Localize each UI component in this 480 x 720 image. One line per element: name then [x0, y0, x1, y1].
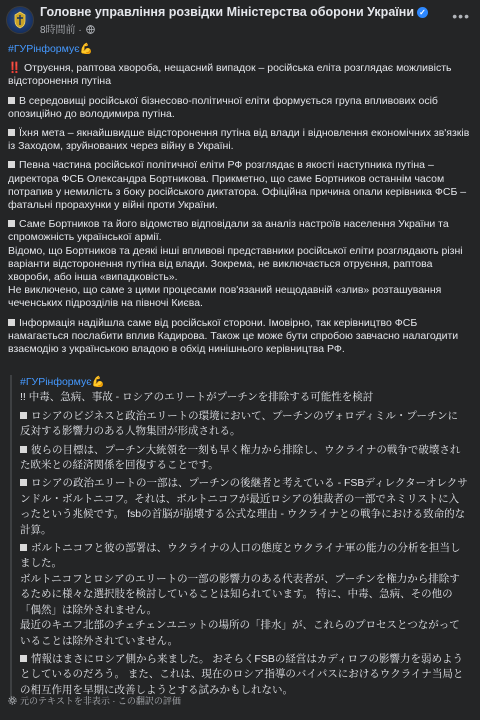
translation-paragraph: [20, 618, 468, 649]
hide-original-text-link[interactable]: 元のテキストを非表示: [20, 696, 110, 706]
flexed-biceps-icon: 💪: [91, 376, 105, 388]
paragraph-text: Інформація надійшла саме від російської сторони. Імовірно, так керівництво ФСБ намагається послабити вплив Кадирова. Також це може бути спробою завчасно налагодити взаємодію з українською владою в обхід нинішнього керівництва РФ.: [8, 316, 459, 356]
square-bullet-icon: [8, 97, 15, 104]
translation-text: ロシアの政治エリートの一部は、プーチンの後継者と考えている - FSBディレクターオレクサンドル・ボルトニコフ。それは、ボルトニコフが最近ロシアの独裁者の一部でネミリストに入ったという兆候です。 fsbの首脳が崩壊する公式な理由 - ウクライナとの戦争における致命的な計算。: [20, 477, 468, 536]
square-bullet-icon: [8, 129, 15, 136]
square-bullet-icon: [20, 655, 27, 662]
square-bullet-icon: [20, 412, 27, 419]
flexed-biceps-icon: 💪: [79, 43, 93, 55]
post-paragraph: [8, 245, 472, 285]
globe-icon: [86, 25, 95, 34]
post-paragraph: [8, 159, 472, 212]
double-exclamation-icon: ‼️: [8, 62, 22, 75]
emblem-icon: [12, 11, 28, 29]
post-header: [0, 0, 480, 40]
hashtag-line: [8, 43, 472, 56]
post-meta: 8時間前 ·: [40, 21, 95, 36]
post-paragraph: [8, 218, 472, 244]
post-paragraph: [8, 127, 472, 153]
translation-text: ロシアのビジネスと政治エリートの環境において、プーチンのヴォロディミル・プーチンに反対する影響力のある人物集団が形成される。: [20, 409, 459, 438]
square-bullet-icon: [8, 319, 15, 326]
translation-headline-text: 中毒、急病、事故 - ロシアのエリートがプーチンを排除する可能性を検討: [25, 391, 374, 404]
post-paragraph: [8, 284, 472, 310]
paragraph-text: Не виключено, що саме з цими процесами пов'язаний нещодавній «злив» розташування чеченських підрозділів на півночі Києва.: [8, 284, 442, 310]
paragraph-text: В середовищі російської бізнесово-політичної еліти формується група впливових осіб опозиційно до володимира путіна.: [8, 94, 438, 120]
headline-text: Отруєння, раптова хвороба, нещасний випадок – російська еліта розглядає можливість відсторонення путіна: [8, 62, 452, 88]
paragraph-text: Їхня мета – якнайшвидше відсторонення путіна від влади і відновлення економічних зв'язків із Заходом, зруйнованих через війну в Україні.: [8, 127, 470, 153]
double-exclamation-icon: !!: [20, 391, 26, 404]
hashtag-link[interactable]: #ГУРінформує: [8, 43, 80, 55]
square-bullet-icon: [8, 161, 15, 168]
translation-paragraph: [20, 409, 468, 440]
post-paragraph: [8, 95, 472, 121]
footer-separator: ·: [109, 696, 118, 706]
more-options-icon[interactable]: •••: [452, 8, 470, 24]
paragraph-text: Саме Бортников та його відомство відповідали за аналіз настроїв населення України та спроможність української армії.: [8, 218, 449, 244]
verified-icon: ✓: [417, 7, 428, 18]
translation-text: 情報はまさにロシア側から来ました。 おそらくFSBの経営はカディロフの影響力を弱めようとしているのだろう。 また、これは、現在のロシア指導のバイパスにおけるウクライナ当局との相互作用を早期に改善しようとする試みかもしれない。: [20, 652, 464, 696]
page-name[interactable]: Головне управління розвідки Міністерства оборони України: [40, 5, 415, 19]
translation-headline: [20, 390, 468, 405]
translation-paragraph: [20, 476, 468, 538]
rate-translation-link[interactable]: この翻訳の評価: [117, 696, 181, 706]
translation-hashtag-line: [20, 375, 468, 390]
square-bullet-icon: [20, 479, 27, 486]
translation-paragraph: [20, 443, 468, 474]
post-headline: [8, 62, 472, 88]
translation-block: [10, 375, 468, 701]
translation-text: 最近のキエフ北部のチェチェンユニットの場所の「排水」が、これらのプロセスとつながっていることは除外されていません。: [20, 619, 460, 647]
post-body: [8, 43, 472, 362]
translation-text: ボルトニコフとロシアのエリートの一部の影響力のある代表者が、プーチンを権力から排除するために様々な選択肢を検討していることは知られています。 特に、中毒、急病、その他の「偶然」は除外されません。: [20, 572, 460, 616]
post-timestamp[interactable]: 8時間前: [40, 25, 76, 36]
paragraph-text: Відомо, що Бортников та деякі інші впливові представники російської еліти розглядають різні варіанти відсторонення путіна від влади. Зокрема, не виключається отруєння, раптова хвороби, або інша «випадковість».: [8, 244, 463, 284]
page-avatar[interactable]: [6, 6, 34, 34]
translation-text: 彼らの目標は、プーチン大統領を一刻も早く権力から排除し、ウクライナの戦争で破壊された欧米との経済関係を回復することです。: [20, 443, 461, 472]
square-bullet-icon: [20, 446, 27, 453]
gear-icon: [8, 696, 17, 705]
translation-paragraph: [20, 541, 468, 572]
page-name-link[interactable]: [40, 5, 428, 19]
square-bullet-icon: [20, 544, 27, 551]
translation-hashtag-link[interactable]: #ГУРінформує: [20, 376, 92, 388]
translation-footer: [8, 694, 181, 707]
square-bullet-icon: [8, 220, 15, 227]
translation-paragraph: [20, 572, 468, 618]
post-paragraph: [8, 317, 472, 357]
paragraph-text: Певна частина російської політичної еліти РФ розглядає в якості наступника путіна – директора ФСБ Олександра Бортникова. Прикметно, що саме Бортников останнім часом потрапив у немилість з боку російського диктатора. Офіційна причина опали керівника ФСБ – фатальні прорахунки у війні проти України.: [8, 159, 467, 212]
translation-text: ボルトニコフと彼の部署は、ウクライナの人口の態度とウクライナ軍の能力の分析を担当しました。: [20, 542, 461, 570]
translation-paragraph: [20, 652, 468, 698]
